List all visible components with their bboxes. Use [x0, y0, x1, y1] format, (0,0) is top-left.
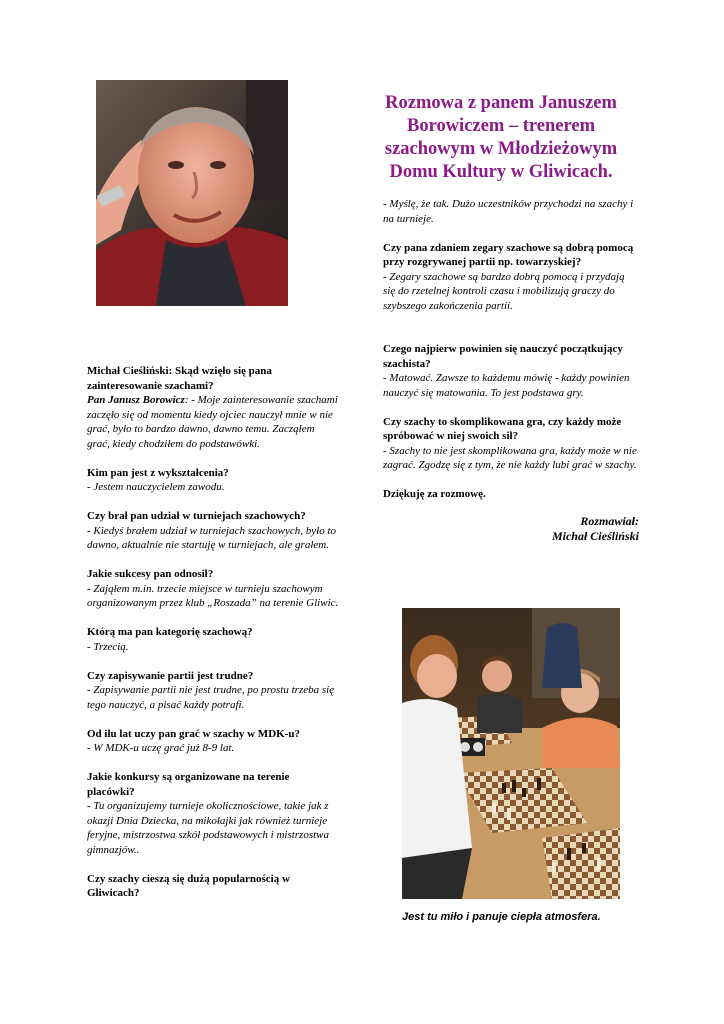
question-4: Jakie sukcesy pan odnosił?: [87, 568, 214, 580]
chess-game-photo: [402, 608, 620, 899]
answer-8: - Tu organizujemy turnieje okolicznościowe, takie jak z okazji Dnia Dziecka, na mikołajki jak również turnieje feryjne, mistrzostwa szkół podstawowych i mistrzostwa gimnazjów..: [87, 800, 330, 856]
answer-2: - Jestem nauczycielem zawodu.: [87, 481, 225, 493]
question-7: Od ilu lat uczy pan grać w szachy w MDK-u?: [87, 727, 300, 740]
question-2: Kim pan jest z wykształcenia?: [87, 466, 229, 479]
question-5: Którą ma pan kategorię szachową?: [87, 626, 253, 638]
signature-label: Rozmawiał:: [580, 513, 639, 528]
question-9: Czy szachy cieszą się dużą popularnością w Gliwicach?: [87, 872, 290, 899]
answer-3: - Kiedyś brałem udział w turniejach szachowych, było to dawno, aktualnie nie startuję w turniejach, ale grałem.: [87, 524, 336, 551]
answer-4: - Zająłem m.in. trzecie miejsce w turnieju szachowym organizowanym przez klub „Roszada” na terenie Gliwic.: [87, 582, 339, 609]
answer-6: - Zapisywanie partii nie jest trudne, po prostu trzeba się tego nauczyć, a pisać każdy potrafi.: [87, 684, 335, 711]
answer-9: - Myślę, że tak. Dużo uczestników przychodzi na szachy i na turnieje.: [383, 198, 634, 225]
interview-left-column: [87, 364, 339, 901]
thanks-line: Dziękuję za rozmowę.: [383, 488, 486, 500]
question-8: Jakie konkursy są organizowane na terenie placówki?: [87, 771, 290, 798]
question-10: Czy pana zdaniem zegary szachowe są dobrą pomocą przy rozgrywanej partii np. towarzyskiej?: [383, 241, 634, 268]
speaker-colon: :: [184, 394, 189, 406]
answer-1: [87, 393, 339, 451]
answer-1-text: - Moje zainteresowanie szachami zaczęło się od momentu kiedy ojciec nauczył mnie w nie grać, było to bardzo dawno, dawno temu. Zacząłem grać, kiedy chodziłem do podstawówki.: [87, 394, 338, 450]
signature-name: Michał Cieśliński: [551, 528, 639, 543]
question-1: Michał Cieśliński: Skąd wzięło się pana zainteresowanie szachami?: [87, 365, 272, 392]
question-11: Czego najpierw powinien się nauczyć początkujący szachista?: [383, 343, 623, 370]
speaker-name: Pan Janusz Borowicz: [87, 394, 185, 406]
article-title: Rozmowa z panem Januszem Borowiczem – trenerem szachowym w Młodzieżowym Domu Kultury w Gliwicach.: [384, 93, 618, 182]
answer-10: - Zegary szachowe są bardzo dobrą pomocą i przydają się do rzetelnej kontroli czasu i mobilizują graczy do szybszego zakończenia partii.: [383, 270, 625, 312]
portrait-photo: [96, 80, 288, 306]
question-12: Czy szachy to skomplikowana gra, czy każdy może spróbować w niej swoich sił?: [383, 415, 622, 442]
answer-7: - W MDK-u uczę grać już 8-9 lat.: [87, 742, 235, 754]
answer-5: - Trzecią.: [87, 640, 129, 653]
question-6: Czy zapisywanie partii jest trudne?: [87, 669, 254, 682]
interview-right-column: [383, 197, 639, 544]
answer-11: - Matować. Zawsze to każdemu mówię - każdy powinien nauczyć się matowania. To jest podstawa gry.: [383, 372, 630, 399]
answer-12: - Szachy to nie jest skomplikowana gra, każdy może w nie zagrać. Zgodzę się z tym, że nie każdy lubi grać w szachy.: [383, 444, 637, 471]
question-3: Czy brał pan udział w turniejach szachowych?: [87, 510, 306, 522]
photo-caption: Jest tu miło i panuje ciepła atmosfera.: [402, 911, 601, 923]
